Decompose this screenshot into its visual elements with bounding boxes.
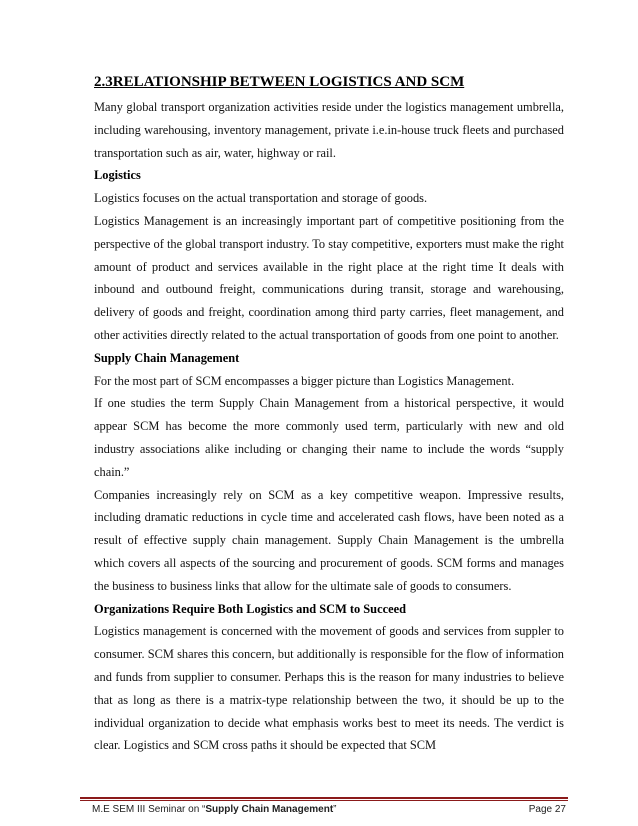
- logistics-paragraph-1: Logistics focuses on the actual transportation and storage of goods.: [94, 191, 428, 206]
- footer-title: Supply Chain Management: [205, 804, 334, 815]
- page-number: Page 27: [528, 804, 566, 815]
- page-footer: [92, 804, 566, 815]
- scm-paragraph-3: Companies increasingly rely on SCM as a key competitive weapon. Impressive results, including dramatic reductions in cycle time and accelerated cash flows, have been noted as a result of effective supply chain management. Supply Chain Management is the umbrella which covers all aspects of the sourcing and procurement of goods. SCM forms and manages the business to business links that allow for the ultimate sale of goods to consumers.: [94, 487, 564, 593]
- logistics-paragraph-2: Logistics Management is an increasingly important part of competitive positioning from the perspective of the global transport industry. To stay competitive, exporters must make the right amount of product and services available in the right place at the right time It deals with inbound and outbound freight, communications during transit, storage and warehousing, delivery of goods and freight, coordination among third party carries, fleet management, and other activities directly related to the actual transportation of goods from one point to another.: [94, 213, 564, 342]
- org-paragraph-1: Logistics management is concerned with the movement of goods and services from suppler to consumer. SCM shares this concern, but additionally is responsible for the flow of information and funds from supplier to consumer. Perhaps this is the reason for many industries to believe that as long as there is a matrix-type relationship between the two, it should be up to the individual organization to decide what emphasis works best to meet its needs. The verdict is clear. Logistics and SCM cross paths it should be expected that SCM: [94, 624, 564, 753]
- page-content: [94, 72, 564, 757]
- footer-prefix: M.E SEM III Seminar on “: [92, 804, 206, 815]
- footer-seminar-label: [92, 804, 337, 815]
- footer-rule: [80, 797, 568, 799]
- scm-paragraph-2: If one studies the term Supply Chain Management from a historical perspective, it would appear SCM has become the more commonly used term, particularly with new and old industry associations alike including or changing their name to include the words “supply chain.”: [94, 396, 564, 479]
- logistics-subheading: Logistics: [94, 168, 141, 183]
- footer-suffix: ”: [333, 804, 337, 815]
- intro-paragraph: Many global transport organization activities reside under the logistics management umbrella, including warehousing, inventory management, private i.e.in-house truck fleets and purchased transportation such as air, water, highway or rail.: [94, 100, 564, 160]
- scm-subheading: Supply Chain Management: [94, 350, 240, 365]
- footer-rule-thin: [80, 800, 568, 801]
- scm-paragraph-1: For the most part of SCM encompasses a bigger picture than Logistics Management.: [94, 373, 515, 388]
- section-heading: 2.3RELATIONSHIP BETWEEN LOGISTICS AND SCM: [94, 74, 465, 90]
- org-subheading: Organizations Require Both Logistics and SCM to Succeed: [94, 601, 406, 616]
